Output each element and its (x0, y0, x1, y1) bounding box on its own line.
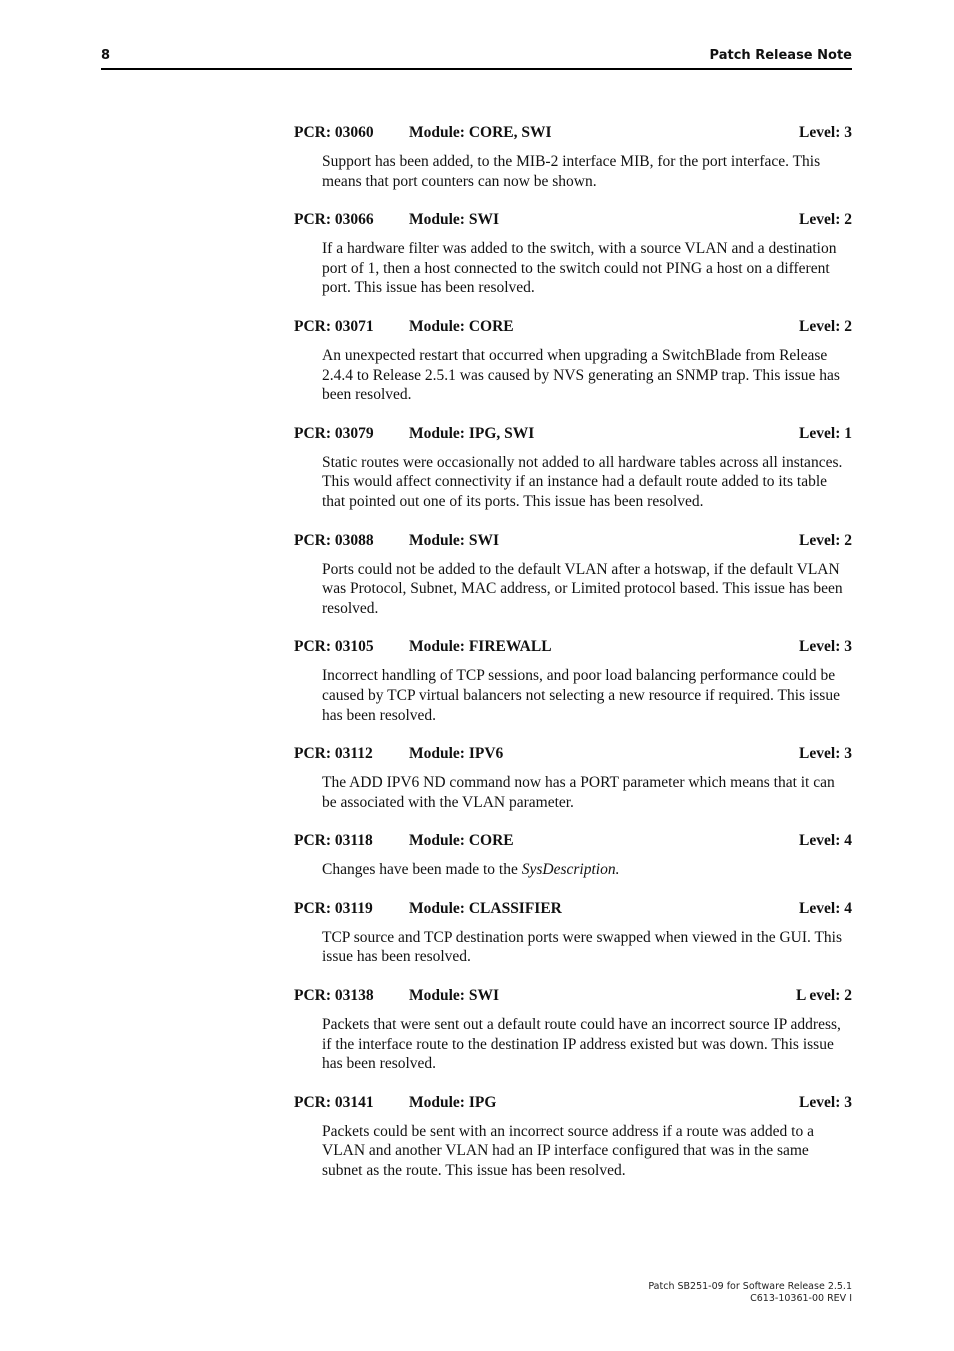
footer-patch-line: Patch SB251-09 for Software Release 2.5.1 (648, 1281, 852, 1292)
pcr-module: Module: CORE (409, 832, 514, 850)
pcr-entry-heading (294, 899, 852, 919)
pcr-module: Module: IPV6 (409, 745, 504, 763)
pcr-level: Level: 4 (799, 899, 852, 917)
pcr-entry-heading (294, 1093, 852, 1113)
pcr-description-emphasis: SysDescription. (521, 861, 620, 879)
pcr-entry-heading (294, 986, 852, 1006)
pcr-module: Module: IPG (409, 1093, 497, 1111)
pcr-description: Ports could not be added to the default VLAN after a hotswap, if the default VLAN was Protocol, Subnet, MAC address, or Limited protocol based. This issue has been resolved. (322, 560, 843, 617)
pcr-level: Level: 2 (799, 317, 852, 335)
pcr-number: PCR: 03138 (294, 987, 374, 1005)
pcr-module: Module: SWI (409, 531, 499, 549)
pcr-level: Level: 2 (799, 531, 852, 549)
page-footer (648, 1281, 852, 1305)
pcr-description: An unexpected restart that occurred when upgrading a SwitchBlade from Release 2.4.4 to Release 2.5.1 was caused by NVS generating an SNMP trap. This issue has been resolved. (322, 346, 840, 404)
page-header (101, 48, 852, 70)
pcr-number: PCR: 03141 (294, 1093, 374, 1111)
pcr-entry-03119 (294, 899, 852, 967)
pcr-entry-03112 (294, 744, 852, 812)
pcr-entry-heading (294, 637, 852, 657)
document-title: Patch Release Note (709, 48, 852, 63)
pcr-entry-03066 (294, 210, 852, 298)
pcr-number: PCR: 03071 (294, 317, 374, 335)
pcr-entry-03105 (294, 637, 852, 725)
pcr-number: PCR: 03066 (294, 211, 374, 229)
pcr-description: Packets that were sent out a default route could have an incorrect source IP address, if the interface route to the destination IP address existed but was down. This issue has been resolved. (322, 1016, 841, 1073)
pcr-description (322, 860, 852, 880)
pcr-description: If a hardware filter was added to the switch, with a source VLAN and a destination port of 1, then a host connected to the switch could not PING a host on a different port. This issue has been resolved. (322, 240, 837, 297)
pcr-module: Module: SWI (409, 987, 499, 1005)
pcr-entry-03138 (294, 986, 852, 1074)
pcr-entry-heading (294, 424, 852, 444)
pcr-module: Module: FIREWALL (409, 638, 552, 656)
pcr-number: PCR: 03060 (294, 124, 374, 141)
pcr-module: Module: CORE, SWI (409, 124, 552, 141)
pcr-entry-heading (294, 317, 852, 337)
pcr-entry-03060 (294, 123, 852, 191)
pcr-description: Support has been added, to the MIB-2 interface MIB, for the port interface. This means that port counters can now be shown. (322, 153, 821, 190)
pcr-module: Module: CORE (409, 317, 514, 335)
page-number: 8 (101, 48, 111, 63)
pcr-list (294, 123, 852, 1200)
pcr-module: Module: CLASSIFIER (409, 899, 562, 917)
pcr-entry-03118 (294, 831, 852, 880)
pcr-module: Module: IPG, SWI (409, 424, 535, 442)
pcr-level: Level: 3 (799, 124, 852, 141)
pcr-number: PCR: 03105 (294, 638, 374, 656)
pcr-module: Module: SWI (409, 211, 499, 229)
pcr-level: Level: 3 (799, 745, 852, 763)
pcr-number: PCR: 03119 (294, 899, 373, 917)
pcr-level: Level: 4 (799, 832, 852, 850)
footer-doc-code: C613-10361-00 REV I (750, 1293, 852, 1304)
pcr-entry-heading (294, 531, 852, 551)
pcr-entry-heading (294, 744, 852, 764)
pcr-entry-heading (294, 831, 852, 851)
pcr-entry-03071 (294, 317, 852, 405)
pcr-level: Level: 3 (799, 638, 852, 656)
pcr-description: Incorrect handling of TCP sessions, and poor load balancing performance could be caused by TCP virtual balancers not selecting a new resource if required. This issue has been resolved. (322, 667, 840, 724)
pcr-level: Level: 2 (799, 211, 852, 229)
pcr-level: L evel: 2 (796, 987, 852, 1005)
pcr-number: PCR: 03088 (294, 531, 374, 549)
pcr-number: PCR: 03079 (294, 424, 374, 442)
pcr-level: Level: 1 (799, 424, 852, 442)
pcr-entry-03079 (294, 424, 852, 512)
pcr-description: Packets could be sent with an incorrect source address if a route was added to a VLAN and another VLAN had an IP interface configured that was in the same subnet as the route. This issue has been resolved. (322, 1122, 814, 1180)
pcr-entry-heading (294, 210, 852, 230)
pcr-number: PCR: 03118 (294, 832, 373, 850)
pcr-description: TCP source and TCP destination ports were swapped when viewed in the GUI. This issue has been resolved. (322, 928, 843, 966)
pcr-entry-heading (294, 123, 852, 143)
pcr-number: PCR: 03112 (294, 745, 373, 763)
pcr-description: The ADD IPV6 ND command now has a PORT parameter which means that it can be associated with the VLAN parameter. (322, 774, 835, 811)
pcr-entry-03141 (294, 1093, 852, 1181)
pcr-level: Level: 3 (799, 1093, 852, 1111)
pcr-entry-03088 (294, 531, 852, 619)
pcr-description: Static routes were occasionally not added to all hardware tables across all instances. This would affect connectivity if an instance had a default route added to its table that pointed out one of its ports. This issue has been resolved. (322, 453, 843, 510)
pcr-description-text: Changes have been made to the (322, 861, 522, 879)
